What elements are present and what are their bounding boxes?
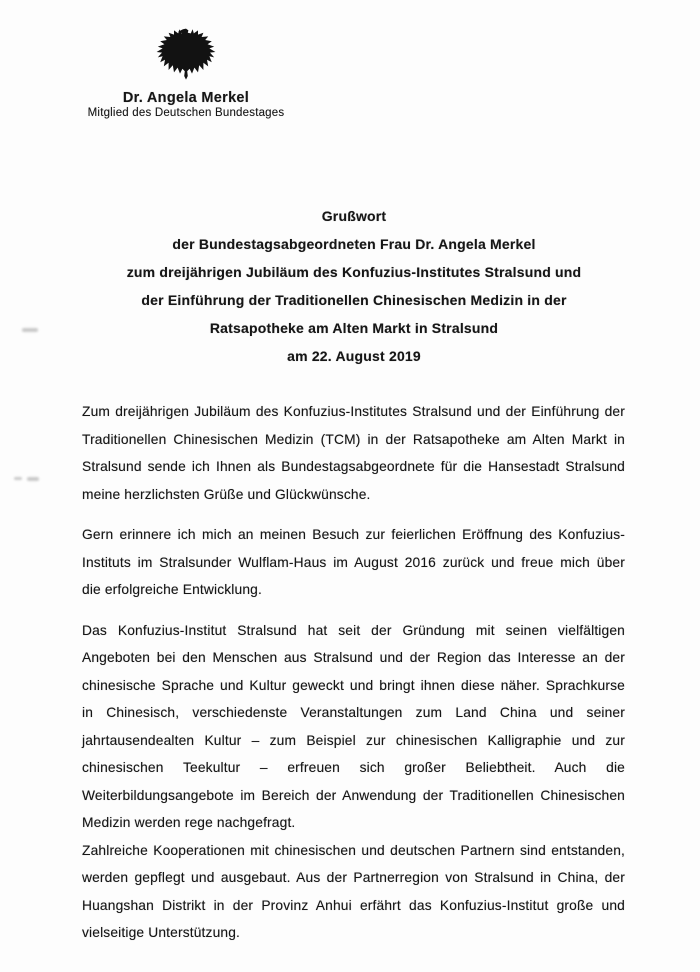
- paragraph: [82, 521, 625, 604]
- body-line: vielseitige Unterstützung.: [82, 925, 241, 940]
- body-line: jahrtausendealten Kultur – zum Beispiel zur chinesischen Kalligraphie und zur: [82, 732, 625, 748]
- body-line: meine herzlichsten Grüße und Glückwünsche.: [82, 486, 371, 502]
- body-line: Das Konfuzius-Institut Stralsund hat seit der Gründung mit seinen vielfältigen: [82, 622, 625, 638]
- body-line: die erfolgreiche Entwicklung.: [82, 582, 262, 597]
- scan-artifact: [22, 328, 38, 332]
- paragraph: [82, 837, 625, 947]
- letter-body: [82, 398, 625, 947]
- title-line: Ratsapotheke am Alten Markt in Stralsund: [209, 320, 499, 336]
- body-line: chinesische Sprache und Kultur geweckt und bringt ihnen diese näher. Sprachkurse: [82, 677, 625, 693]
- body-line: in Chinesisch, verschiedenste Veranstaltungen zum Land China und seiner: [82, 705, 625, 720]
- paragraph: [82, 617, 625, 837]
- title-line: der Bundestagsabgeordneten Frau Dr. Angela Merkel: [172, 236, 536, 252]
- title-line: am 22. August 2019: [287, 348, 421, 364]
- title-line: Grußwort: [321, 208, 387, 224]
- body-line: Huangshan Distrikt in der Provinz Anhui erfährt das Konfuzius-Institut große und: [82, 897, 625, 913]
- body-line: Medizin werden rege nachgefragt.: [82, 815, 296, 830]
- bundestag-eagle-icon: [156, 26, 216, 84]
- body-line: Zum dreijährigen Jubiläum des Konfuzius-Institutes Stralsund und der Einführung der: [82, 404, 625, 419]
- paragraph: [82, 398, 625, 508]
- body-line: Stralsund sende ich Ihnen als Bundestagsabgeordnete für die Hansestadt Stralsund: [82, 459, 625, 474]
- scan-artifact: [27, 477, 39, 481]
- scan-artifact: [14, 477, 22, 480]
- title-line: der Einführung der Traditionellen Chinesischen Medizin in der: [141, 292, 567, 308]
- letterhead: [36, 26, 336, 119]
- body-line: Instituts im Stralsunder Wulflam-Haus im August 2016 zurück und freue mich über: [82, 554, 625, 570]
- body-line: Gern erinnere ich mich an meinen Besuch zur feierlichen Eröffnung des Konfuzius-: [82, 527, 625, 542]
- title-block: [81, 202, 627, 370]
- letterhead-name: Dr. Angela Merkel: [122, 90, 250, 106]
- body-line: Weiterbildungsangebote im Bereich der Anwendung der Traditionellen Chinesischen: [82, 787, 625, 803]
- letterhead-subtitle: Mitglied des Deutschen Bundestages: [87, 107, 285, 119]
- body-line: Traditionellen Chinesischen Medizin (TCM) in der Ratsapotheke am Alten Markt in: [82, 431, 625, 447]
- body-line: chinesischen Teekultur – erfreuen sich großer Beliebtheit. Auch die: [82, 760, 625, 775]
- body-line: werden gepflegt und ausgebaut. Aus der Partnerregion von Stralsund in China, der: [82, 870, 625, 885]
- body-line: Zahlreiche Kooperationen mit chinesischen und deutschen Partnern sind entstanden,: [82, 842, 625, 858]
- title-line: zum dreijährigen Jubiläum des Konfuzius-Institutes Stralsund und: [126, 264, 582, 280]
- body-line: Angeboten bei den Menschen aus Stralsund und der Region das Interesse an der: [82, 650, 625, 665]
